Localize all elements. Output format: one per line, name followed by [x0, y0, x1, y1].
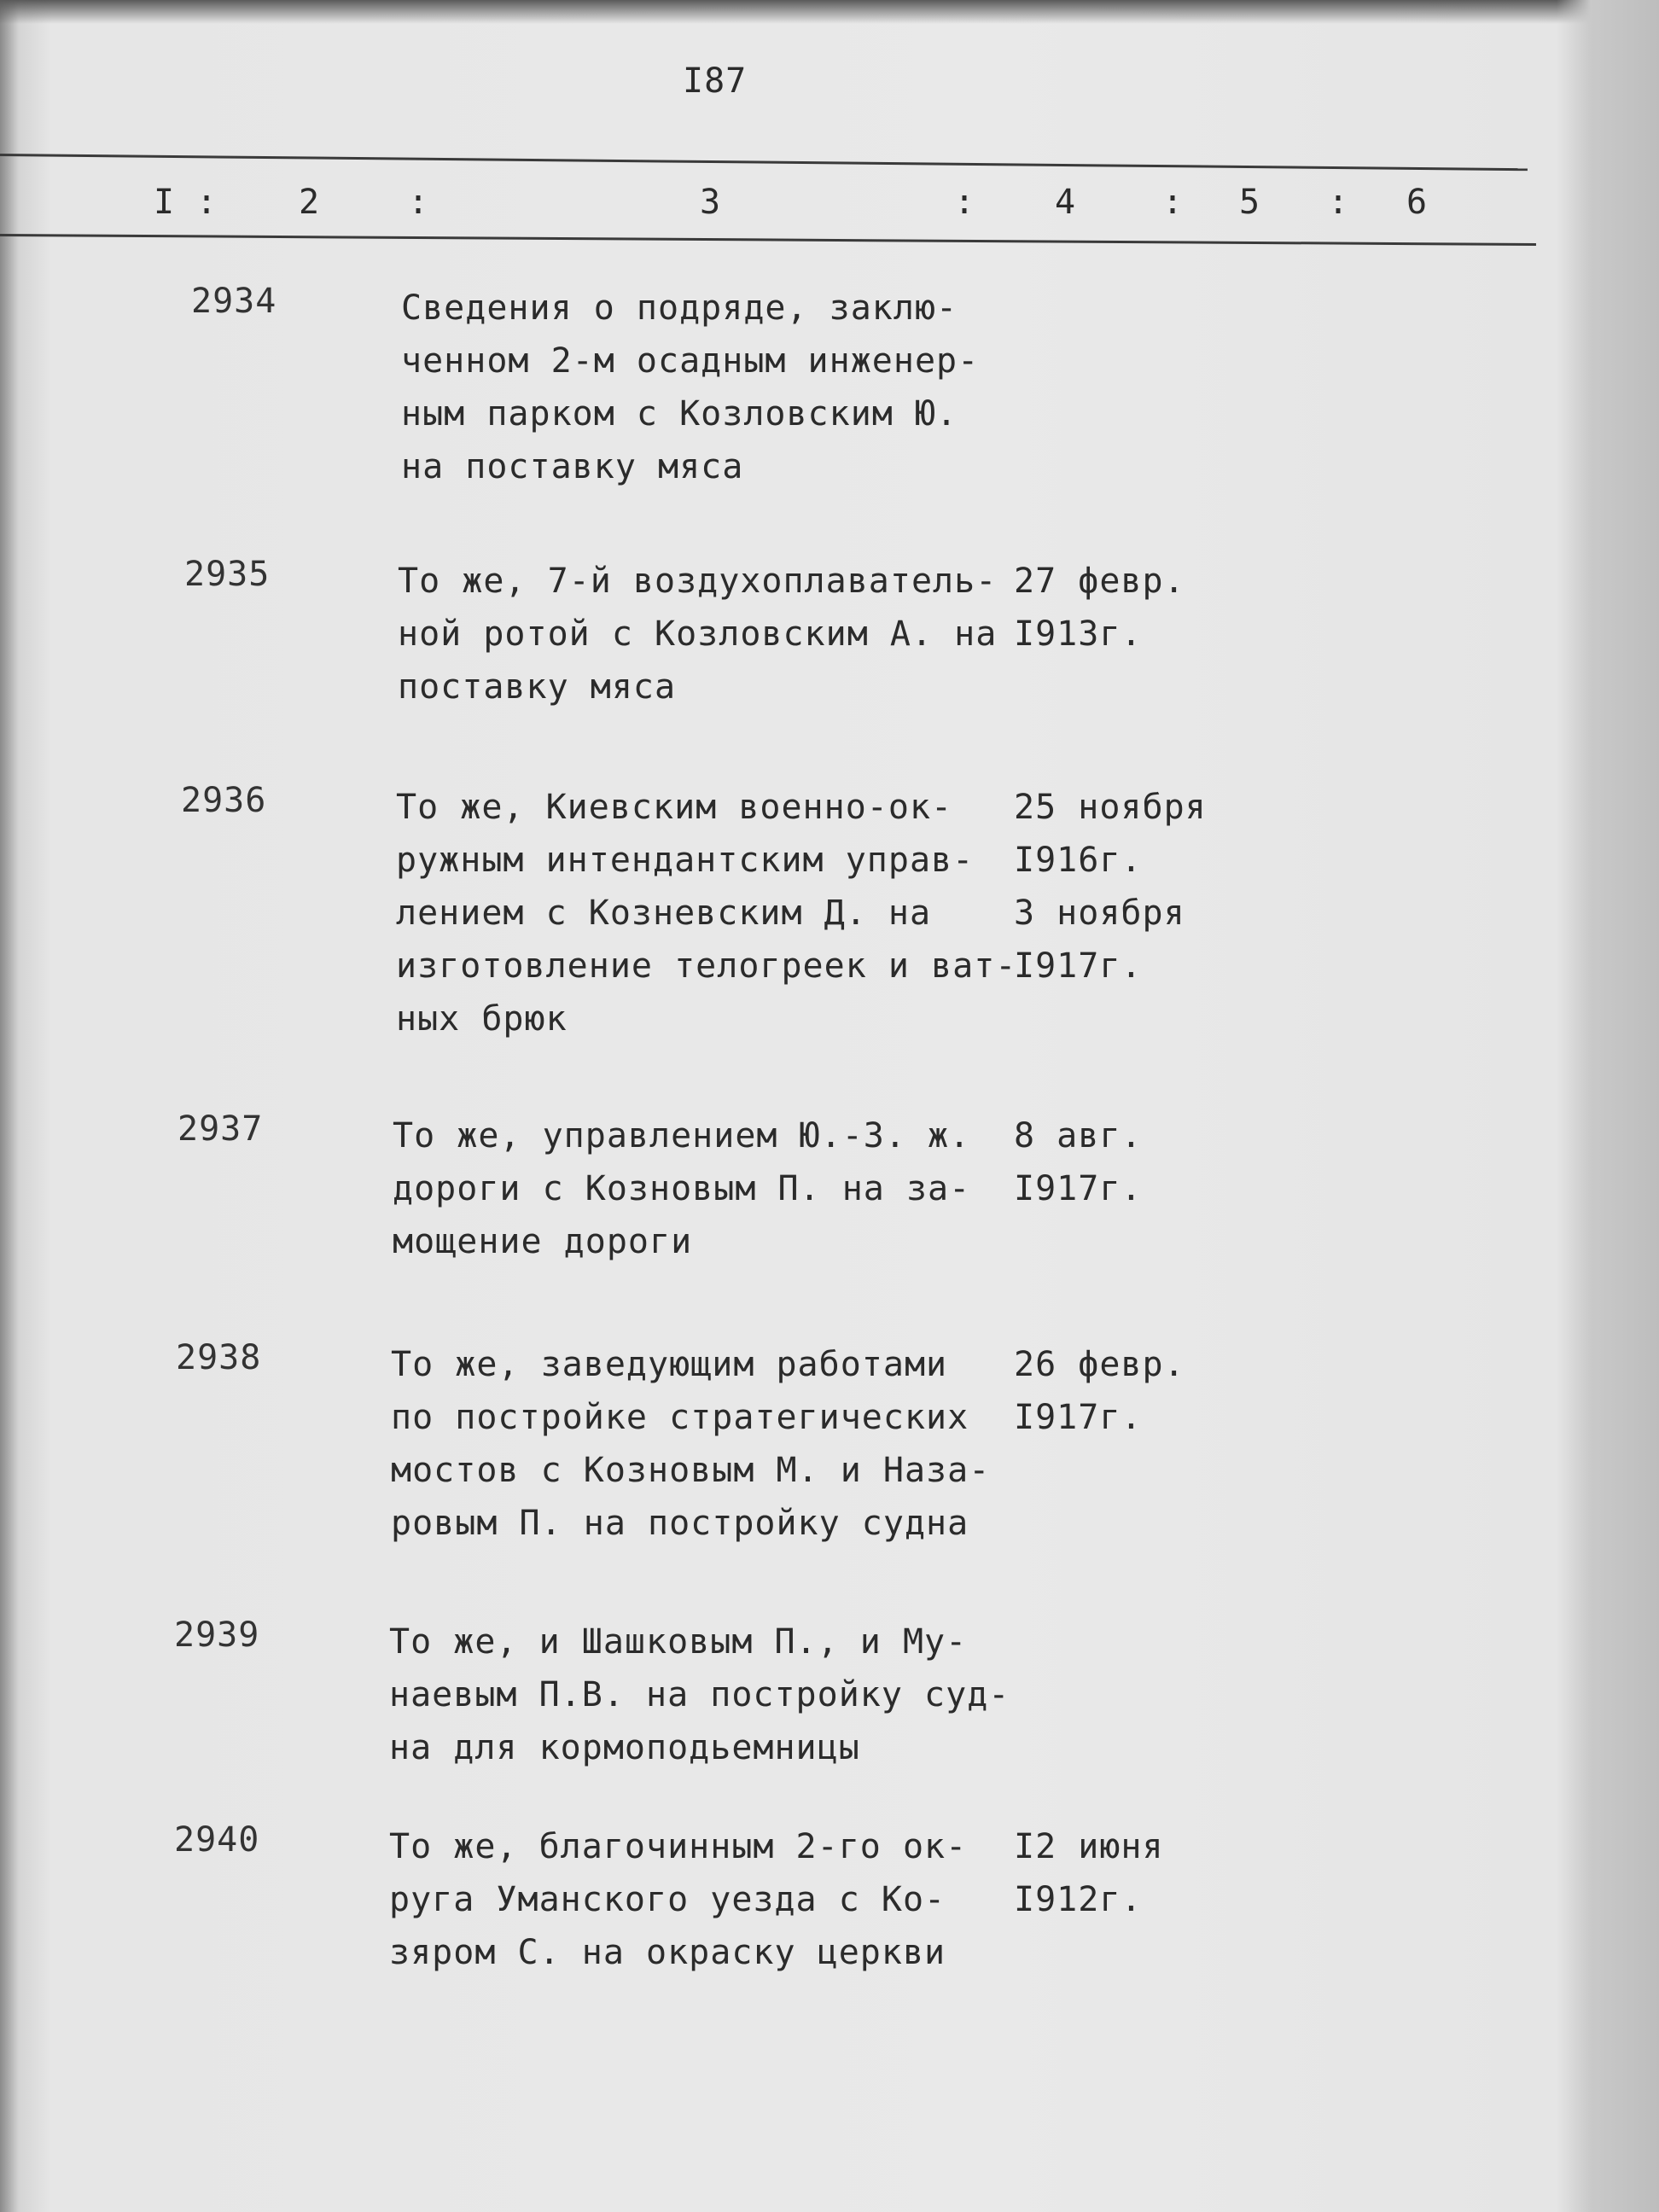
- description-line: мощение дороги: [393, 1222, 693, 1261]
- date-line: I913г.: [1014, 614, 1143, 654]
- description-line: дороги с Козновым П. на за-: [393, 1169, 971, 1208]
- column-header-6: 6: [1406, 183, 1429, 222]
- entry-description: [393, 1109, 970, 1268]
- date-line: I916г.: [1014, 841, 1143, 880]
- entry-description: [389, 1615, 1010, 1774]
- description-line: ружным интендантским управ-: [396, 841, 975, 880]
- column-separator: :: [1328, 183, 1350, 222]
- description-line: зяром С. на окраску церкви: [389, 1933, 946, 1972]
- header-rule-top: [0, 154, 1528, 171]
- description-line: ровым П. на постройку судна: [391, 1504, 969, 1543]
- description-line: То же, Киевским военно-ок-: [396, 788, 953, 827]
- entry-description: [396, 781, 1016, 1045]
- entry-number: 2940: [174, 1820, 260, 1860]
- entry-dates: [1014, 781, 1207, 992]
- date-line: 26 февр.: [1014, 1345, 1185, 1384]
- description-line: То же, управлением Ю.-З. ж.: [393, 1116, 971, 1155]
- column-separator: :: [1162, 183, 1185, 222]
- date-line: 27 февр.: [1014, 562, 1185, 601]
- description-line: на поставку мяса: [401, 447, 744, 486]
- description-line: То же, благочинным 2-го ок-: [389, 1827, 968, 1866]
- description-line: Сведения о подряде, заклю-: [401, 288, 958, 328]
- description-line: ной ротой с Козловским А. на: [398, 614, 998, 654]
- column-separator: :: [954, 183, 976, 222]
- page-number: I87: [683, 61, 748, 101]
- date-line: I917г.: [1014, 946, 1143, 986]
- column-header-5: 5: [1239, 183, 1261, 222]
- column-separator: :: [196, 183, 218, 222]
- entry-dates: [1014, 1338, 1185, 1444]
- date-line: I917г.: [1014, 1169, 1143, 1208]
- page-top-shadow: [0, 0, 1659, 24]
- description-line: изготовление телогреек и ват-: [396, 946, 1017, 986]
- entry-number: 2936: [181, 781, 267, 820]
- description-line: ным парком с Козловским Ю.: [401, 394, 958, 434]
- description-line: ченном 2-м осадным инженер-: [401, 341, 980, 381]
- description-line: по постройке стратегических: [391, 1398, 969, 1437]
- entry-number: 2938: [176, 1338, 262, 1377]
- date-line: 8 авг.: [1014, 1116, 1143, 1155]
- date-line: I2 июня: [1014, 1827, 1164, 1866]
- description-line: То же, 7-й воздухоплаватель-: [398, 562, 998, 601]
- description-line: руга Уманского уезда с Ко-: [389, 1880, 946, 1919]
- entry-description: [391, 1338, 990, 1550]
- description-line: лением с Козневским Д. на: [396, 894, 932, 933]
- entry-number: 2939: [174, 1615, 260, 1655]
- description-line: То же, и Шашковым П., и Му-: [389, 1622, 968, 1662]
- description-line: поставку мяса: [398, 667, 677, 707]
- entry-number: 2935: [184, 555, 271, 594]
- description-line: мостов с Козновым М. и Наза-: [391, 1451, 991, 1490]
- date-line: 3 ноября: [1014, 894, 1185, 933]
- entry-dates: [1014, 555, 1185, 661]
- entry-dates: [1014, 1820, 1164, 1926]
- column-header-2: 2: [299, 183, 321, 222]
- description-line: ных брюк: [396, 999, 568, 1039]
- column-header-4: 4: [1055, 183, 1077, 222]
- entry-number: 2937: [178, 1109, 264, 1149]
- entry-description: [398, 555, 997, 713]
- entry-dates: [1014, 1109, 1143, 1215]
- date-line: I912г.: [1014, 1880, 1143, 1919]
- date-line: 25 ноября: [1014, 788, 1207, 827]
- entry-number: 2934: [191, 282, 277, 321]
- page-right-edge: [1557, 0, 1659, 2212]
- date-line: I917г.: [1014, 1398, 1143, 1437]
- column-header-3: 3: [700, 183, 722, 222]
- description-line: на для кормоподьемницы: [389, 1728, 860, 1767]
- header-rule-bottom: [0, 234, 1536, 246]
- description-line: То же, заведующим работами: [391, 1345, 948, 1384]
- column-separator: :: [408, 183, 430, 222]
- entry-description: [401, 282, 979, 493]
- description-line: наевым П.В. на постройку суд-: [389, 1675, 1010, 1714]
- column-header-1: I: [154, 183, 176, 222]
- entry-description: [389, 1820, 967, 1979]
